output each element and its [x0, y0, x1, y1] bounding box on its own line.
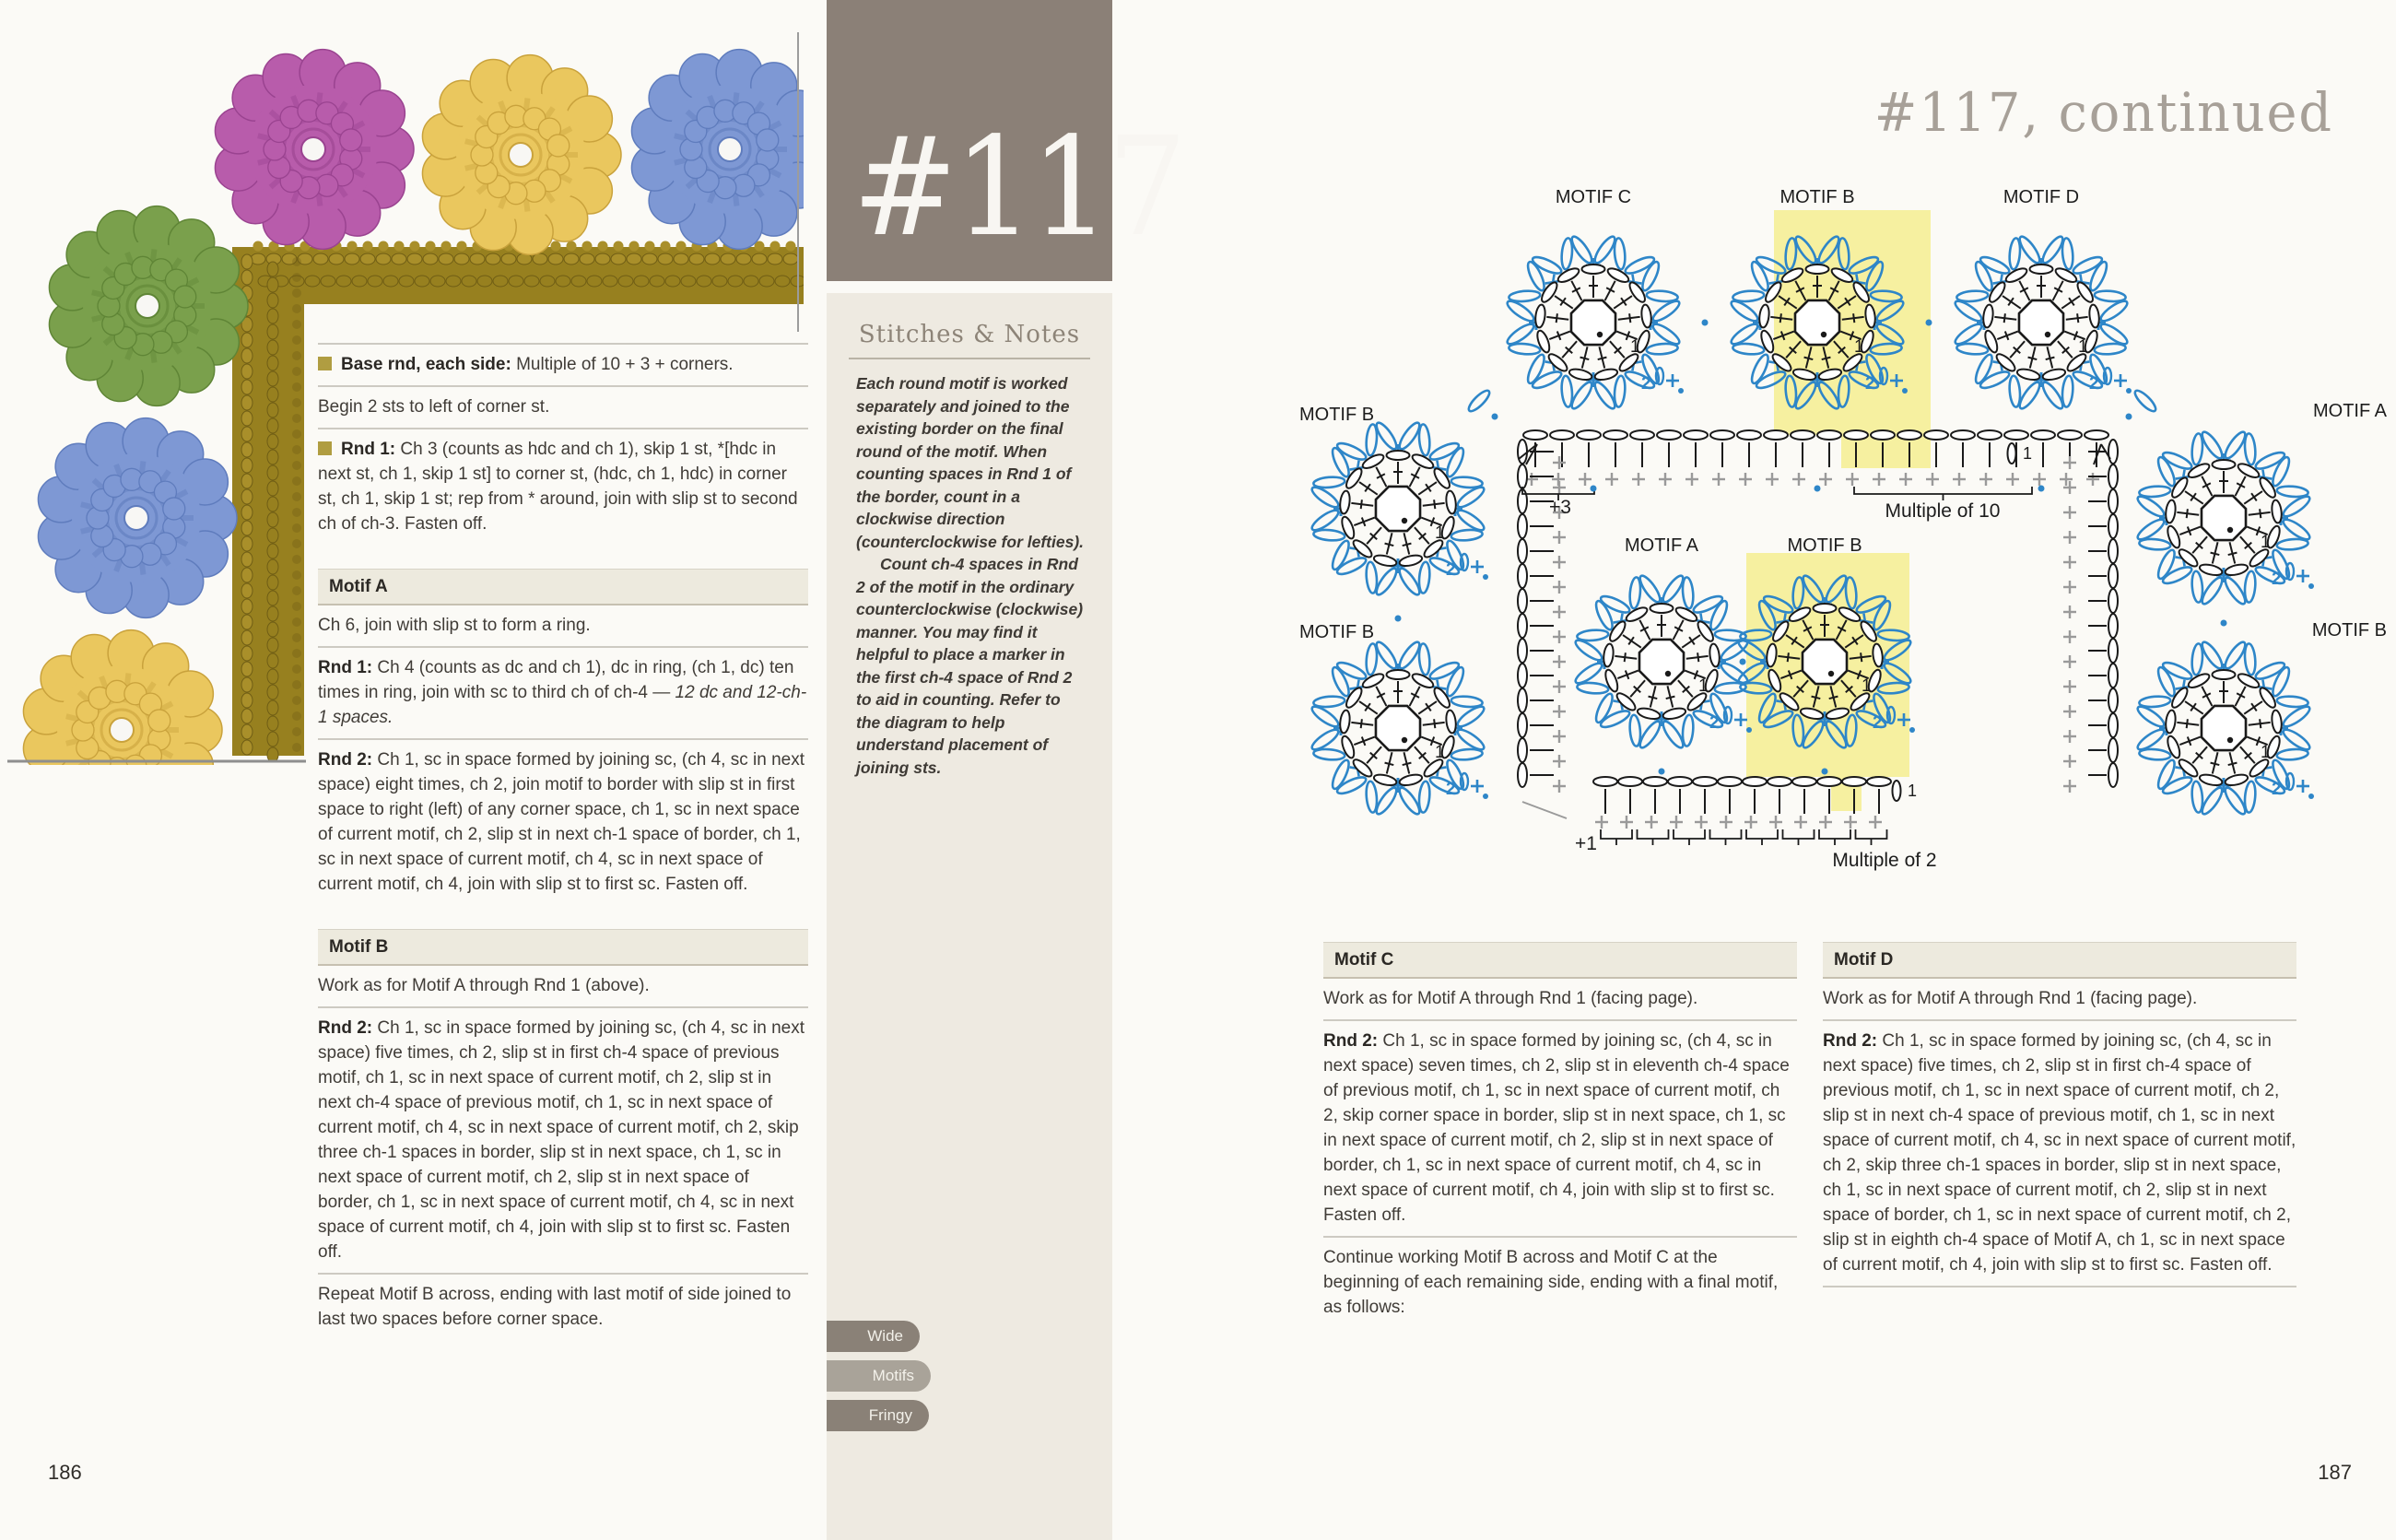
text-run: Rnd 2:	[318, 750, 373, 770]
continued-title: #117, continued	[1873, 81, 2333, 144]
svg-text:+1: +1	[1575, 833, 1597, 854]
text-run: Multiple of 10 + 3 + corners.	[511, 355, 734, 374]
text-run: Rnd 1:	[318, 658, 373, 677]
tag-pill-fringy: Fringy	[827, 1400, 929, 1431]
section-header: Motif B	[318, 929, 808, 966]
text-run: Continue working Motif B across and Motif C at the beginning of each remaining side, ending with a final motif, as follows:	[1323, 1248, 1779, 1317]
svg-text:MOTIF A: MOTIF A	[1625, 535, 1698, 556]
motif-c-column	[1323, 942, 1797, 1328]
svg-text:2: 2	[1446, 780, 1456, 799]
svg-text:MOTIF B: MOTIF B	[2311, 620, 2387, 641]
svg-text:1: 1	[2023, 444, 2033, 463]
instruction-paragraph	[318, 738, 808, 905]
svg-text:1: 1	[1908, 782, 1918, 800]
text-run: Ch 4 (counts as dc and ch 1), dc in ring, (ch 1, dc) ten times in ring, join with sc to third ch of ch-4 —	[318, 658, 794, 702]
instruction-paragraph	[1323, 979, 1797, 1019]
svg-text:1: 1	[2261, 533, 2271, 552]
page-number-right: 187	[2318, 1461, 2352, 1484]
svg-text:MOTIF B: MOTIF B	[1787, 535, 1862, 556]
flower-green	[49, 206, 248, 406]
instruction-paragraph	[318, 605, 808, 646]
pattern-number-box	[827, 0, 1184, 281]
instruction-paragraph	[318, 966, 808, 1006]
svg-text:2: 2	[1709, 713, 1720, 733]
page-number-left: 186	[48, 1461, 82, 1484]
svg-text:1: 1	[2078, 337, 2088, 357]
stitches-notes-title: Stitches & Notes	[849, 321, 1090, 359]
instruction-paragraph	[1323, 1019, 1797, 1236]
text-run: Ch 1, sc in space formed by joining sc, (ch 4, sc in next space) seven times, ch 2, slip st in eleventh ch-4 space of previous motif, ch 1, sc in next space of current motif, ch 2, skip corner space in border, slip st in next space, ch 1, sc in next space of current motif, ch 2, slip st in next space of border, ch 1, sc in next space of current motif, ch 4, sc in next space of current motif, ch 4, join with slip st to first sc. Fasten off.	[1323, 1031, 1790, 1225]
text-run: Rnd 2:	[1323, 1031, 1379, 1051]
svg-text:MOTIF A: MOTIF A	[2313, 401, 2387, 421]
svg-text:1: 1	[1698, 676, 1709, 696]
section-header: Motif A	[318, 569, 808, 605]
svg-text:2: 2	[2089, 374, 2099, 394]
section-header: Motif D	[1823, 942, 2296, 979]
svg-text:2: 2	[1865, 374, 1875, 394]
text-run: Rnd 2:	[1823, 1031, 1878, 1051]
instruction-paragraph	[318, 385, 808, 428]
flower-yellow	[23, 630, 222, 765]
motif-symbol-motif-b	[1310, 420, 1488, 597]
motif-symbol-motif-b	[2135, 640, 2314, 817]
svg-text:1: 1	[1854, 337, 1864, 357]
motif-d-column	[1823, 942, 2296, 1287]
text-run: Ch 6, join with slip st to form a ring.	[318, 616, 591, 635]
tag-pill-motifs: Motifs	[827, 1360, 931, 1392]
svg-text:1: 1	[1862, 676, 1872, 696]
svg-text:MOTIF D: MOTIF D	[2003, 187, 2080, 207]
instruction-paragraph	[1323, 1236, 1797, 1328]
svg-text:1: 1	[2261, 743, 2271, 762]
svg-text:2: 2	[2272, 570, 2282, 589]
stitches-notes-body	[856, 372, 1086, 779]
tag-list	[827, 1321, 931, 1440]
text-run: Ch 3 (counts as hdc and ch 1), skip 1 st, *[hdc in next st, ch 1, skip 1 st] to corner st, (hdc, ch 1, hdc) in corner st, ch 1, skip 1 st; rep from * around, join with slip st to second ch of ch-3. Fasten off.	[318, 440, 798, 534]
motif-symbol-motif-c	[1505, 234, 1684, 411]
instruction-paragraph	[318, 1006, 808, 1273]
text-run: Ch 1, sc in space formed by joining sc, (ch 4, sc in next space) eight times, ch 2, join motif to border with slip st in first space to right (left) of any corner space, ch 1, sc in next space of current motif, ch 2, slip st in next ch-1 space of border, ch 1, sc in next space of current motif, ch 4, sc in next space of current motif, ch 4, join with slip st to first sc. Fasten off.	[318, 750, 805, 894]
instruction-paragraph	[318, 343, 808, 385]
text-run: Rnd 1:	[341, 440, 396, 459]
instruction-paragraph	[318, 1273, 808, 1340]
svg-text:Multiple of 10: Multiple of 10	[1885, 500, 2001, 522]
svg-text:1: 1	[1435, 523, 1445, 543]
text-run: Ch 1, sc in space formed by joining sc, (ch 4, sc in next space) five times, ch 2, slip st in first ch-4 space of previous motif, ch 1, sc in next space of current motif, ch 2, slip st in next ch-4 space of previous motif, ch 1, sc in next space of current motif, ch 4, sc in next space of current motif, ch 2, skip three ch-1 spaces in border, slip st in next space, ch 1, sc in next space of current motif, ch 2, slip st in next space of border, ch 1, sc in next space of current motif, ch 2, slip st in eighth ch-4 space of Motif A, ch 1, sc in next space of current motif, ch 4, join with slip st to first sc. Fasten off.	[1823, 1031, 2296, 1275]
flower-blue	[631, 50, 804, 250]
svg-text:MOTIF B: MOTIF B	[1299, 405, 1375, 425]
svg-text:1: 1	[1630, 337, 1640, 357]
svg-text:2: 2	[1873, 713, 1883, 733]
section-header: Motif C	[1323, 942, 1797, 979]
left-instruction-column	[318, 343, 808, 1340]
text-run: Work as for Motif A through Rnd 1 (facing page).	[1323, 989, 1698, 1008]
crochet-chart	[1290, 92, 2396, 922]
tag-pill-wide: Wide	[827, 1321, 920, 1352]
motif-symbol-motif-b	[1310, 640, 1488, 817]
svg-text:2: 2	[1446, 560, 1456, 580]
svg-text:MOTIF C: MOTIF C	[1555, 187, 1632, 207]
gold-bullet-icon	[318, 357, 332, 370]
text-run: Begin 2 sts to left of corner st.	[318, 397, 550, 417]
instruction-paragraph	[318, 646, 808, 738]
instruction-paragraph	[1823, 1019, 2296, 1287]
note-paragraph: Each round motif is worked separately and joined to the existing border on the final round of the motif. When counting spaces in Rnd 1 of the border, count in a clockwise direction (counterclockwise for lefties).	[856, 374, 1085, 551]
text-run: Rnd 2:	[318, 1018, 373, 1038]
gold-bullet-icon	[318, 441, 332, 455]
text-run: Repeat Motif B across, ending with last motif of side joined to last two spaces before corner space.	[318, 1285, 792, 1329]
note-paragraph: Count ch-4 spaces in Rnd 2 of the motif in the ordinary counterclockwise (clockwise) manner. You may find it helpful to place a marker in the first ch-4 space of Rnd 2 to aid in counting. Refer to the diagram to help understand placement of joining sts.	[856, 555, 1084, 777]
flower-yellow	[422, 55, 621, 255]
motif-symbol-motif-a	[1573, 573, 1752, 750]
flower-blue	[38, 418, 237, 618]
svg-text:MOTIF B: MOTIF B	[1299, 622, 1375, 642]
svg-text:MOTIF B: MOTIF B	[1779, 187, 1855, 207]
motif-symbol-motif-d	[1953, 234, 2132, 411]
instruction-paragraph	[1823, 979, 2296, 1019]
svg-text:2: 2	[2272, 780, 2282, 799]
text-run: Base rnd, each side:	[341, 355, 511, 374]
svg-text:Multiple of 2: Multiple of 2	[1832, 850, 1937, 871]
flower-magenta	[215, 50, 414, 250]
pattern-number: #117	[852, 108, 1184, 266]
instruction-paragraph	[318, 428, 808, 545]
text-run: Work as for Motif A through Rnd 1 (facing page).	[1823, 989, 2198, 1008]
svg-text:+3: +3	[1549, 497, 1571, 518]
text-run: 12 dc and 12-ch-1 spaces.	[318, 683, 807, 727]
svg-text:1: 1	[1435, 743, 1445, 762]
text-run: Work as for Motif A through Rnd 1 (above).	[318, 976, 650, 995]
motif-symbol-motif-a	[2135, 429, 2314, 606]
svg-text:2: 2	[1641, 374, 1651, 394]
text-run: Ch 1, sc in space formed by joining sc, (ch 4, sc in next space) five times, ch 2, slip st in first ch-4 space of previous motif, ch 1, sc in next space of current motif, ch 2, slip st in next ch-4 space of previous motif, ch 1, sc in next space of current motif, ch 4, sc in next space of current motif, ch 2, skip three ch-1 spaces in border, slip st in next space, ch 1, sc in next space of current motif, ch 2, slip st in next space of border, ch 1, sc in next space of current motif, ch 4, sc in next space of current motif, ch 4, join with slip st to first sc. Fasten off.	[318, 1018, 805, 1262]
